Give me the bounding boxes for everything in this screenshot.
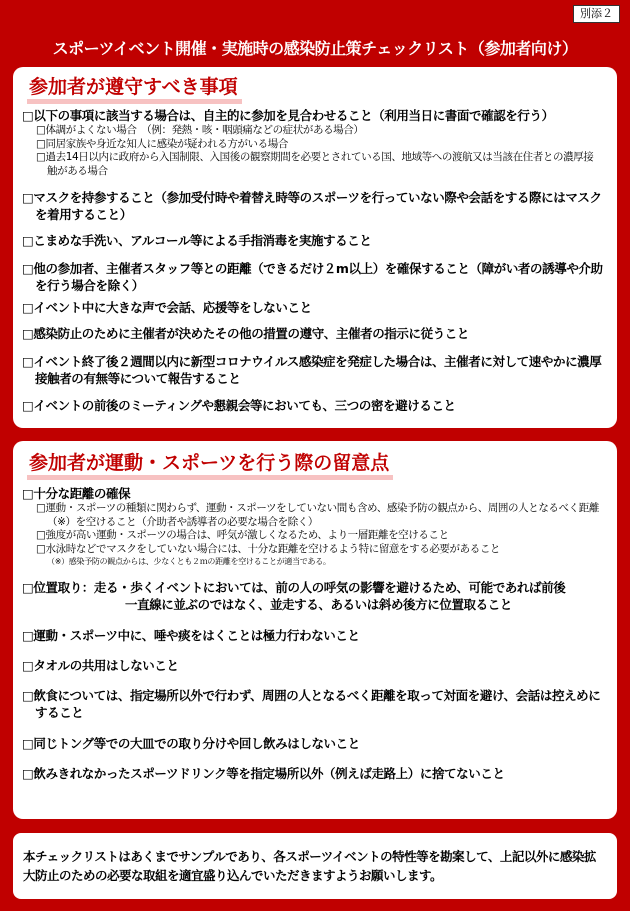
checklist-item: □運動・スポーツ中に、唾や痰をはくことは極力行わないこと: [22, 628, 360, 643]
checklist-item: [13, 579, 611, 613]
checklist-subitem: □強度が高い運動・スポーツの場合は、呼気が激しくなるため、より一層距離を空けること: [36, 529, 449, 541]
checklist-item: □以下の事項に該当する場合は、自主的に参加を見合わせること（利用当日に書面で確認を行う）: [22, 108, 554, 123]
checklist-item: □イベントの前後のミーティングや懇親会等においても、三つの密を避けること: [22, 398, 456, 413]
checklist-item: □飲食については、指定場所以外で行わず、周囲の人となるべく距離を取って対面を避け、会話は控えめにすること: [22, 688, 601, 720]
section-exercise-notes: [13, 441, 617, 819]
section-participant-rules: [13, 67, 617, 428]
checklist-item: □タオルの共用はしないこと: [22, 658, 179, 673]
checklist-item: □マスクを持参すること（参加受付時や着替え時等のスポーツを行っていない際や会話をする際にはマスクを着用すること）: [22, 190, 602, 222]
checklist-subitem: □体調がよくない場合 （例：発熱・咳・咽頭痛などの症状がある場合）: [36, 124, 364, 136]
annex-label: 別添２: [573, 5, 620, 23]
checklist-item: □感染防止のために主催者が決めたその他の措置の遵守、主催者の指示に従うこと: [22, 326, 470, 341]
checklist-item: □こまめな手洗い、アルコール等による手指消毒を実施すること: [22, 233, 372, 248]
page-title: スポーツイベント開催・実施時の感染防止策チェックリスト（参加者向け）: [52, 39, 578, 58]
section-title: 参加者が遵守すべき事項: [27, 75, 242, 104]
position-text-cont: 一直線に並ぶのではなく、並走する、あるいは斜め後方に位置取ること: [125, 597, 512, 612]
checklist-item: □同じトング等での大皿での取り分けや回し飲みはしないこと: [22, 736, 360, 751]
checklist-item: □他の参加者、主催者スタッフ等との距離（できるだけ２m以上）を確保すること（障がい者の誘導や介助を行う場合を除く）: [22, 261, 603, 293]
checklist-group: [13, 107, 617, 178]
checklist-item: □十分な距離の確保: [22, 486, 131, 501]
checklist-item: □イベント終了後２週間以内に新型コロナウイルス感染症を発症した場合は、主催者に対して速やかに濃厚接触者の有無等について報告すること: [22, 354, 602, 386]
closing-note-box: [13, 833, 617, 899]
checklist-subitem: □運動・スポーツの種類に関わらず、運動・スポーツをしていない間も含め、感染予防の観点から、周囲の人となるべく距離（※）を空けること（介助者や誘導者の必要な場合を除く）: [36, 502, 599, 528]
checklist-group: [13, 485, 617, 567]
checklist-item: □イベント中に大きな声で会話、応援等をしないこと: [22, 300, 312, 315]
checklist-subitem: □同居家族や身近な知人に感染が疑われる方がいる場合: [36, 137, 288, 150]
checklist-item: □飲みきれなかったスポーツドリンク等を指定場所以外（例えば走路上）に捨てないこと: [22, 766, 505, 781]
closing-note: 本チェックリストはあくまでサンプルであり、各スポーツイベントの特性等を勘案して、上記以外に感染拡大防止のための必要な取組を適宜盛り込んでいただきますようお願いします。: [23, 849, 596, 883]
checklist-subitem: □水泳時などでマスクをしていない場合には、十分な距離を空けるよう特に留意をする必要があること: [36, 542, 501, 555]
checklist-subitem: □過去14日以内に政府から入国制限、入国後の観察期間を必要とされている国、地域等への渡航又は当該在住者との濃厚接触がある場合: [36, 151, 594, 177]
section-title: 参加者が運動・スポーツを行う際の留意点: [27, 451, 393, 480]
footnote: （※）感染予防の観点からは、少なくとも２ｍの距離を空けることが適当である。: [47, 557, 331, 566]
position-text: □位置取り：走る・歩くイベントにおいては、前の人の呼気の影響を避けるため、可能であれば前後: [22, 580, 566, 595]
